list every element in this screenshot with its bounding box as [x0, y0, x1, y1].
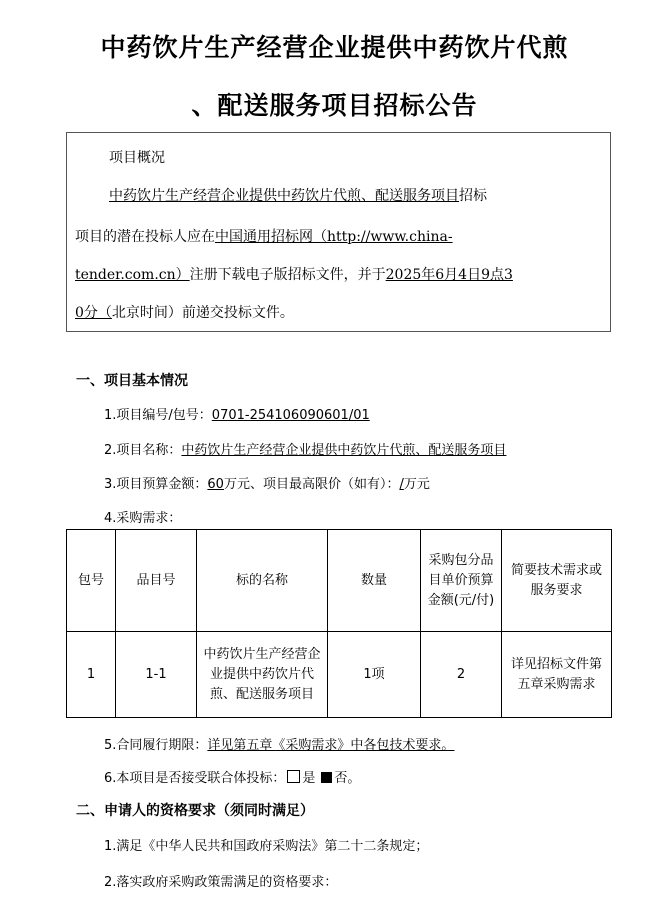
table-header-row	[67, 530, 612, 632]
max-price-unit: 万元	[403, 477, 430, 492]
section2-heading: 二、申请人的资格要求（须同时满足）	[76, 803, 314, 819]
budget-label: 3.项目预算金额：	[104, 477, 208, 492]
project-name-label: 2.项目名称：	[104, 443, 182, 458]
table-cell: 中药饮片生产经营企业提供中药饮片代煎、配送服务项目	[197, 632, 328, 718]
consortium-label: 6.本项目是否接受联合体投标：	[104, 771, 286, 786]
overview-line2-text: 项目的潜在投标人应在	[75, 229, 215, 245]
overview-site-link-part2[interactable]: tender.com.cn）	[75, 267, 190, 283]
max-price-value: /	[399, 477, 404, 492]
table-header-cell: 简要技术需求或服务要求	[502, 530, 612, 632]
table-row	[67, 632, 612, 718]
project-name-value: 中药饮片生产经营企业提供中药饮片代煎、配送服务项目	[181, 443, 507, 458]
consortium-yes-label: 是	[302, 771, 316, 786]
budget-item	[104, 473, 430, 492]
table-cell: 1项	[328, 632, 421, 718]
table-cell: 2	[421, 632, 502, 718]
budget-value: 60	[207, 477, 224, 492]
qualification-item-1: 1.满足《中华人民共和国政府采购法》第二十二条规定；	[104, 839, 429, 854]
project-name-item	[104, 439, 506, 458]
checkbox-empty-icon	[287, 770, 300, 783]
table-header-cell: 采购包分品目单价预算金额(元/付)	[421, 530, 502, 632]
overview-line3-text: 注册下载电子版招标文件，并于	[189, 267, 386, 283]
table-header-cell: 数量	[328, 530, 421, 632]
overview-line4-text: 北京时间）前递交投标文件。	[111, 305, 294, 321]
procurement-table	[66, 529, 612, 718]
table-header-cell: 包号	[67, 530, 116, 632]
table-cell: 详见招标文件第五章采购需求	[502, 632, 612, 718]
table-header-cell: 品目号	[116, 530, 197, 632]
project-number-value: 0701-254106090601/01	[211, 408, 370, 423]
project-number-label: 1.项目编号/包号：	[104, 408, 212, 423]
contract-period-item	[104, 734, 454, 753]
consortium-no-label: 否。	[334, 771, 361, 786]
overview-site-link-part1[interactable]: 中国通用招标网（http://www.china-	[215, 229, 453, 245]
table-header-cell: 标的名称	[197, 530, 328, 632]
overview-line4	[75, 302, 294, 322]
overview-project-name: 中药饮片生产经营企业提供中药饮片代煎、配送服务项目	[109, 188, 459, 204]
contract-period-label: 5.合同履行期限：	[104, 738, 208, 753]
overview-deadline-part2: 0分（	[75, 305, 112, 321]
budget-mid-text: 万元、项目最高限价（如有）：	[223, 477, 400, 492]
contract-period-value: 详见第五章《采购需求》中各包技术要求。	[207, 738, 455, 753]
overview-deadline-part1: 2025年6月4日9点3	[385, 267, 513, 283]
qualification-item-2: 2.落实政府采购政策需满足的资格要求：	[104, 875, 338, 890]
overview-line3	[75, 264, 513, 284]
notice-title-line1: 中药饮片生产经营企业提供中药饮片代煎	[100, 33, 569, 62]
overview-line1	[109, 185, 487, 205]
procurement-needs-label: 4.采购需求：	[104, 511, 182, 526]
section1-heading: 一、项目基本情况	[76, 373, 188, 389]
overview-line1-rest: 招标	[459, 188, 487, 204]
table-cell: 1	[67, 632, 116, 718]
checkbox-filled-icon	[321, 772, 332, 783]
project-number-item	[104, 404, 370, 423]
consortium-item	[104, 767, 360, 786]
overview-heading: 项目概况	[109, 150, 165, 166]
overview-line2	[75, 226, 453, 246]
table-cell: 1-1	[116, 632, 197, 718]
notice-title-line2: 、配送服务项目招标公告	[191, 91, 478, 120]
project-overview-box	[66, 132, 611, 332]
